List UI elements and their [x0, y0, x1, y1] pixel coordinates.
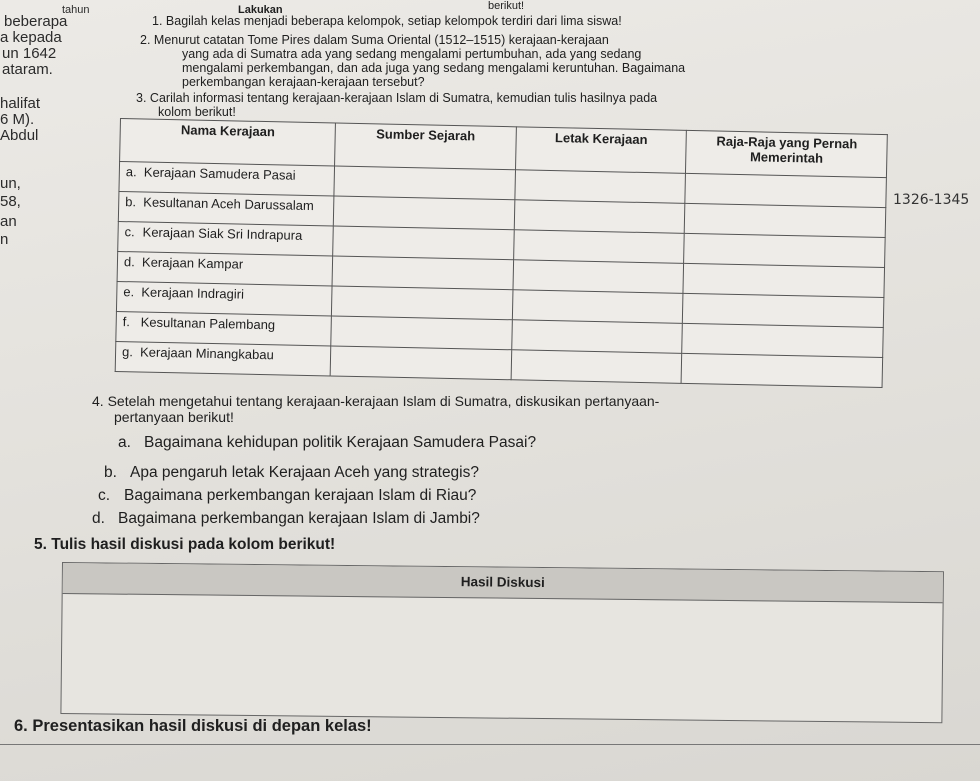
bleed-word: n [0, 231, 9, 248]
question-text: Bagaimana perkembangan kerajaan Islam di Jambi? [118, 510, 480, 527]
bleed-word: beberapa [4, 13, 68, 30]
discussion-answer-area[interactable] [61, 594, 942, 721]
bleed-word: 58, [0, 193, 21, 210]
answer-cell[interactable] [334, 166, 515, 200]
kingdom-name-cell [118, 221, 334, 256]
instruction-4 [92, 393, 659, 425]
question-text: Apa pengaruh letak Kerajaan Aceh yang strategis? [130, 464, 479, 481]
answer-cell[interactable] [514, 200, 685, 234]
question-d [92, 510, 480, 528]
answer-cell[interactable] [511, 320, 682, 354]
answer-cell[interactable] [330, 346, 511, 380]
item-text: Setelah mengetahui tentang kerajaan-kerajaan Islam di Sumatra, diskusikan pertanyaan- [107, 393, 660, 409]
question-label: c. [98, 487, 111, 504]
question-b [104, 464, 479, 482]
item-number: 4. [92, 393, 104, 409]
instruction-6 [14, 717, 372, 735]
item-number: 6. [14, 717, 28, 735]
item-number: 3. [136, 91, 147, 105]
discussion-result-box [60, 562, 944, 723]
item-text: perkembangan kerajaan-kerajaan tersebut? [182, 75, 425, 89]
question-c [98, 487, 476, 505]
answer-cell[interactable] [332, 256, 513, 290]
header-nama-kerajaan: Nama Kerajaan [120, 119, 336, 166]
header-letak-kerajaan: Letak Kerajaan [515, 127, 687, 174]
item-number: 5. [34, 536, 47, 553]
answer-cell[interactable] [682, 353, 883, 387]
header-raja-raja: Raja-Raja yang Pernah Memerintah [686, 130, 887, 177]
row-label: g. [121, 344, 134, 360]
kingdom-name: Kerajaan Kampar [141, 254, 244, 272]
discussion-box-title: Hasil Diskusi [63, 563, 943, 603]
kingdom-name-cell [116, 281, 332, 316]
answer-cell[interactable] [512, 290, 683, 324]
item-text: yang ada di Sumatra ada yang sedang mengalami pertumbuhan, ada yang sedang [182, 47, 642, 61]
kingdom-name: Kerajaan Siak Sri Indrapura [142, 224, 303, 243]
item-text: mengalami perkembangan, dan ada juga yang sedang mengalami keruntuhan. Bagaimana [182, 61, 686, 75]
kingdom-name-cell [116, 311, 332, 346]
answer-cell[interactable] [334, 196, 515, 230]
row-label: c. [124, 224, 135, 240]
answer-cell[interactable] [683, 293, 884, 327]
answer-cell[interactable] [684, 233, 885, 267]
answer-cell[interactable] [333, 226, 514, 260]
header-sumber-sejarah: Sumber Sejarah [335, 123, 516, 170]
row-label: a. [125, 164, 137, 180]
bleed-word: halifat [0, 95, 41, 112]
answer-cell[interactable] [513, 230, 684, 264]
kingdom-name-cell [117, 251, 333, 286]
item-text: Tulis hasil diskusi pada kolom berikut! [51, 536, 336, 553]
section-title: Lakukan [238, 4, 283, 16]
item-text: Bagilah kelas menjadi beberapa kelompok, setiap kelompok terdiri dari lima siswa! [165, 14, 622, 28]
item-text: kolom berikut! [158, 105, 236, 119]
question-text: Bagaimana kehidupan politik Kerajaan Samudera Pasai? [144, 434, 537, 451]
item-number: 2. [140, 33, 151, 47]
instruction-3 [136, 91, 657, 119]
answer-cell[interactable] [513, 260, 684, 294]
bleed-word: ataram. [2, 61, 53, 78]
item-text: pertanyaan berikut! [114, 409, 234, 425]
kingdom-name: Kerajaan Samudera Pasai [143, 164, 296, 183]
kingdom-name-cell [115, 341, 331, 376]
question-label: b. [104, 464, 117, 481]
bleed-word: tahun [62, 4, 90, 16]
kingdom-name-cell [119, 162, 335, 197]
question-text: Bagaimana perkembangan kerajaan Islam di Riau? [124, 487, 477, 504]
kingdom-name-cell [118, 191, 334, 226]
instruction-2 [140, 33, 685, 89]
row-label: d. [123, 254, 135, 270]
kingdom-name: Kesultanan Aceh Darussalam [143, 194, 314, 214]
divider [0, 744, 980, 745]
kingdom-name: Kerajaan Minangkabau [139, 344, 274, 363]
bleed-word: 6 M). [0, 111, 35, 128]
bleed-word: un, [0, 175, 21, 192]
bleed-word: a kepada [0, 29, 62, 46]
item-text: Presentasikan hasil diskusi di depan kelas! [32, 717, 372, 735]
bleed-word: Abdul [0, 127, 39, 144]
kingdoms-table [115, 118, 888, 388]
kingdom-name: Kerajaan Indragiri [141, 284, 245, 302]
header-top-right: berikut! [488, 0, 525, 12]
answer-cell[interactable] [685, 203, 886, 237]
instruction-5 [34, 536, 335, 554]
item-text: Menurut catatan Tome Pires dalam Suma Oriental (1512–1515) kerajaan-kerajaan [153, 33, 609, 47]
question-a [118, 434, 536, 452]
instruction-1 [152, 14, 622, 28]
handwritten-note: 1326-1345 [893, 192, 970, 208]
answer-cell[interactable] [332, 286, 513, 320]
answer-cell[interactable] [515, 170, 686, 204]
left-page-bleed [0, 0, 120, 260]
bleed-word: un 1642 [2, 45, 57, 62]
question-label: d. [92, 510, 105, 527]
row-label: f. [122, 314, 131, 330]
bleed-word: an [0, 213, 17, 230]
answer-cell[interactable] [331, 316, 512, 350]
answer-cell[interactable] [685, 173, 886, 207]
kingdom-name: Kesultanan Palembang [140, 314, 276, 333]
item-text: Carilah informasi tentang kerajaan-kerajaan Islam di Sumatra, kemudian tulis hasilnya pada [149, 91, 658, 105]
question-label: a. [118, 434, 131, 451]
row-label: e. [123, 284, 135, 300]
answer-cell[interactable] [511, 350, 682, 384]
answer-cell[interactable] [683, 263, 884, 297]
row-label: b. [125, 194, 137, 210]
answer-cell[interactable] [682, 323, 883, 357]
item-number: 1. [152, 14, 163, 28]
